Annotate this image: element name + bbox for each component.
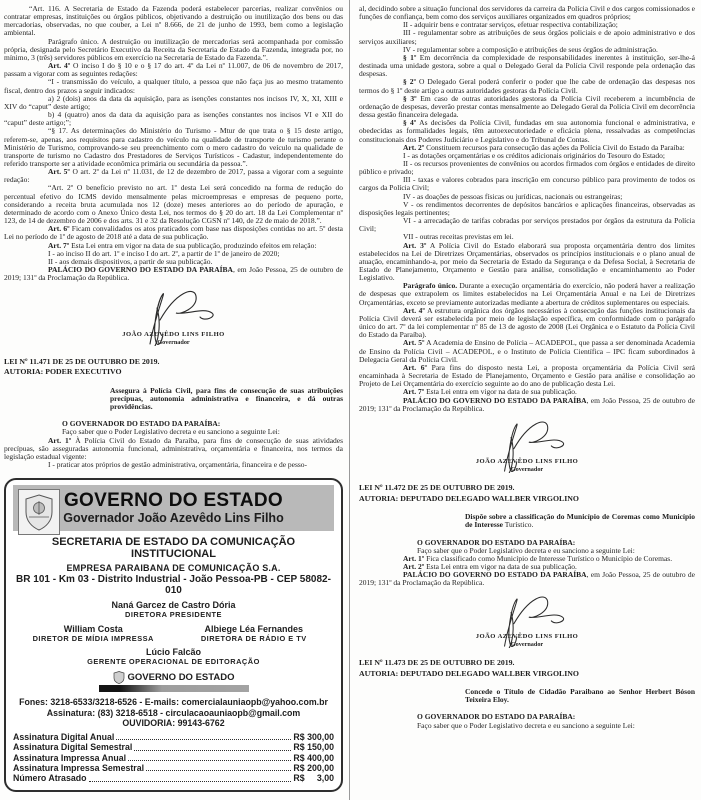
paragraph: PALÁCIO DO GOVERNO DO ESTADO DA PARAÍBA, em João Pessoa, 25 de outubro de 2019; 131º da Proclamação da República. <box>359 395 695 413</box>
paragraph: Concede o Título de Cidadão Paraibano ao Senhor Herbert Bóson Teixeira Eloy. <box>465 687 695 705</box>
paragraph: AUTORIA: PODER EXECUTIVO <box>4 367 122 377</box>
staff-role: GERENTE OPERACIONAL DE EDITORAÇÃO <box>87 657 260 667</box>
law-text-block <box>4 5 343 282</box>
paragraph: IV - as doações de pessoas físicas ou jurídicas, nacionais ou estrangeiras; <box>403 191 623 201</box>
staff-role: DIRETORA DE RÁDIO E TV <box>200 634 307 644</box>
paragraph: “§ 17. As determinações do Ministério do Turismo - Mtur de que trata o § 15 deste artigo, referem-se, apenas, aos requisitos para cadastro do veículo na qualidade de transporte de turismo perante o Ministério de Turismo, comprovando-se seu preenchimento com o mero cadastro do veículo na qualidade de transporte de turismo no Cadastro dos Prestadores de Serviços Turísticos - Cadastur, independentemente do referido transporte ser a atividade econômica primária ou secundária da pessoa.”. <box>4 126 343 168</box>
paragraph: Art. 1º Fica classificado como Município de Interesse Turístico o Município de Coremas. <box>403 553 673 563</box>
paragraph: b) 4 (quatro) anos da data da aquisição para as isenções constantes nos incisos VI e XII do “caput” deste artigo;”; <box>4 110 343 128</box>
paragraph: “Art. 116. A Secretaria de Estado da Fazenda poderá estabelecer parcerias, realizar convênios ou contratar empresas, instituições ou órgãos públicos, objetivando a destruição ou inutilização dos bens ou das mercadorias, observadas, no que couber, a Lei nº 8.666, de 21 de junho de 1993, bem como a legislação ambiental. <box>4 4 343 38</box>
staff-president <box>13 600 334 619</box>
paragraph: Art. 2º Constituem recursos para consecução das ações da Polícia Civil do Estado da Paraíba: <box>403 142 685 152</box>
paragraph: IV - regulamentar sobre a composição e atribuições de seus órgãos de administração. <box>403 44 658 54</box>
mini-crest-icon <box>113 671 125 684</box>
law-11471-block <box>4 357 343 469</box>
price-row: Assinatura Impressa Semestral R$ 200,00 <box>13 762 334 773</box>
paragraph: O GOVERNADOR DO ESTADO DA PARAÍBA: <box>417 712 576 722</box>
governor-title: Governador <box>157 339 190 347</box>
paragraph: PALÁCIO DO GOVERNO DO ESTADO DA PARAÍBA, em João Pessoa, 25 de outubro de 2019; 131º da Proclamação da República. <box>359 570 695 588</box>
logo-gradient-bar <box>99 685 249 692</box>
paragraph: al, decidindo sobre a situação funcional dos servidores da carreira da Polícia Civil e dos cargos comissionados e funções de confiança, bem como dos serviços auxiliares organizados em quadros próprios; <box>359 4 696 22</box>
paragraph: III - regulamentar sobre as atribuições de seus órgãos policiais e de apoio administrativo e dos serviços auxiliares; <box>359 28 695 46</box>
governor-title: Governador <box>510 640 544 648</box>
masthead-title: GOVERNO DO ESTADO <box>63 490 284 512</box>
left-column <box>4 5 343 792</box>
governor-name: JOÃO AZEVÊDO LINS FILHO <box>475 457 579 465</box>
price-row: Assinatura Impressa Anual R$ 400,00 <box>13 752 334 763</box>
paragraph: LEI Nº 11.472 DE 25 DE OUTUBRO DE 2019. <box>359 483 515 493</box>
staff-print-director <box>13 620 174 643</box>
staff-role: DIRETOR DE MÍDIA IMPRESSA <box>32 634 154 644</box>
price-row: Assinatura Digital Semestral R$ 150,00 <box>13 742 334 753</box>
staff-editor-manager <box>13 647 334 666</box>
paragraph: I - praticar atos próprios de gestão administrativa, orçamentária, financeira e de pesso- <box>48 460 308 470</box>
paragraph: Art. 3º A Polícia Civil do Estado elaborará sua proposta orçamentária dentro dos limites estabelecidos na Lei de Diretrizes Orçamentárias, observados os princípios institucionais e o plano anual de atuação, encaminhando-a, por meio da Secretaria de Estado da Segurança e da Defesa Social, à Secretaria de Estado de Planejamento, Orçamento e Gestão para análise, consolidação e encaminhamento ao Poder Legislativo. <box>359 240 696 283</box>
paragraph: Dispõe sobre a classificação do Município de Coremas como Município de Interesse Turístico. <box>465 512 695 530</box>
paragraph: Art. 4º O inciso I do § 10 e o § 17 do art. 4º da Lei nº 11.007, de 06 de novembro de 2017, passam a vigorar com as seguintes redações: <box>4 61 344 79</box>
paragraph: LEI Nº 11.471 DE 25 DE OUTUBRO DE 2019. <box>4 356 160 366</box>
masthead-box <box>4 478 343 792</box>
paragraph: a) 2 (dois) anos da data da aquisição, para as isenções constantes nos incisos IV, X, XI, XIII e XIV do “caput” deste artigo; <box>4 93 343 111</box>
paragraph: Art. 1º À Polícia Civil do Estado da Paraíba, para fins de consecução de suas atividades precípuas, são asseguradas autonomia funcional, administrativa, orçamentária e financeira, nos termos da legislação estadual vigente: <box>4 435 344 461</box>
paragraph: II - os recursos provenientes de convênios ou acordos firmados com órgãos e entidades de direito público e privado; <box>359 158 695 177</box>
staff-name: Albiege Léa Fernandes <box>204 624 304 635</box>
governor-name: JOÃO AZEVÊDO LINS FILHO <box>475 632 579 640</box>
paragraph: Faço saber que o Poder Legislativo decreta e eu sanciono a seguinte Lei: <box>62 427 280 437</box>
price-row: Assinatura Digital Anual R$ 300,00 <box>13 731 334 742</box>
government-mini-logo <box>13 671 334 684</box>
paragraph: Art. 7º Esta Lei entra em vigor na data de sua publicação. <box>403 387 577 397</box>
signature-block <box>359 590 695 649</box>
subscription-price-list <box>13 732 334 784</box>
paragraph: Faço saber que o Poder Legislativo decreta e eu sanciono a seguinte Lei: <box>417 720 635 730</box>
paragraph: Art. 7º Esta Lei entra em vigor na data de sua publicação, produzindo efeitos em relação: <box>48 240 317 250</box>
paragraph: Parágrafo único. Durante a execução orçamentária do exercício, não poderá haver a realização de despesas que extrapolem os limites estabelecidos na Lei Orçamentária Anual e na Lei de Diretrizes Orçamentárias, exceto se previamente autorizadas mediante a abertura de créditos suplementares ou especiais. <box>359 281 696 307</box>
paragraph: AUTORIA: DEPUTADO DELEGADO WALLBER VIRGOLINO <box>359 493 579 503</box>
paragraph: I - ao inciso II do art. 1º e inciso I do art. 2º, a partir de 1º de janeiro de 2020; <box>48 248 280 258</box>
staff-name: William Costa <box>63 624 123 635</box>
price-row: Número Atrasado R$ 3,00 <box>13 773 334 784</box>
signature-block <box>4 284 343 347</box>
contact-subscription: Assinatura: (83) 3218-6518 - circulacaoauniaopb@gmail.com <box>46 707 301 718</box>
law-11473-block <box>359 658 695 730</box>
paragraph: V - os rendimentos decorrentes de depósitos bancários e aplicações financeiras, observadas as disposições legais pertinentes; <box>359 199 695 217</box>
staff-row <box>13 620 334 643</box>
law-11471-continuation <box>359 5 695 413</box>
right-column <box>359 5 695 730</box>
masthead-banner <box>13 485 334 531</box>
paragraph: Art. 2º Esta Lei entra em vigor na data de sua publicação. <box>403 562 577 572</box>
paragraph: O GOVERNADOR DO ESTADO DA PARAÍBA: <box>62 419 221 429</box>
paragraph: Art. 4º A estrutura orgânica dos órgãos necessários à consecução das funções institucionais da Polícia Civil deverá ser estabelecida por meio de legislação específica, em conformidade com o parágrafo único do art. 7º da lei complementar nº 85 de 13 de agosto de 2008 (Lei Orgânica e o Estatuto da Polícia Civil do Estado da Paraíba). <box>359 305 695 340</box>
paragraph: O GOVERNADOR DO ESTADO DA PARAÍBA: <box>417 537 576 547</box>
contact-ombudsman: OUVIDORIA: 99143-6762 <box>122 718 225 729</box>
masthead-subtitle: Governador João Azevêdo Lins Filho <box>63 511 284 526</box>
paragraph: Art. 6º Ficam convalidados os atos praticados com base nas disposições contidas no art. 5º desta Lei no período de 1º de agosto de 2018 até a data de sua publicação. <box>4 224 344 242</box>
paragraph: II - aos demais dispositivos, a partir de sua publicação. <box>48 256 213 266</box>
staff-role: DIRETORA PRESIDENTE <box>125 610 222 620</box>
paragraph: VI - a arrecadação de tarifas cobradas por serviços prestados por órgãos da estrutura da Polícia Civil; <box>359 216 695 234</box>
signature-block <box>359 415 695 474</box>
paragraph: Parágrafo único. A destruição ou inutilização de mercadorias será acompanhada por comissão própria, designada pelo Secretário Executivo da Receita da Secretaria de Estado da Fazenda, integrada por, no mínimo, 3 (três) servidores públicos em exercício na Secretaria de Estado da Fazenda.”. <box>4 36 343 62</box>
paragraph: Faço saber que o Poder Legislativo decreta e eu sanciono a seguinte Lei: <box>417 545 635 555</box>
mini-logo-label: GOVERNO DO ESTADO <box>127 672 235 684</box>
secretariat-name: SECRETARIA DE ESTADO DA COMUNICAÇÃO INSTITUCIONAL <box>51 536 296 561</box>
staff-name: Naná Garcez de Castro Dória <box>111 600 236 611</box>
law-11472-block <box>359 483 695 587</box>
paragraph: “I - transmissão do veículo, a qualquer título, a pessoa que não faça jus ao mesmo tratamento fiscal, dentro dos prazos a seguir indicados: <box>4 77 343 95</box>
paragraph: “Art. 2º O benefício previsto no art. 1º desta Lei será concedido na forma de redução do percentual efetivo do ICMS devido mensalmente pelas microempresas e empresas de pequeno porte, considerando a receita bruta acumulada nos 12 (doze) meses anteriores ao do período de apuração, e determinado de acordo com o Anexo Único desta Lei, nos termos do § 20 do art. 18 da Lei Complementar nº 123, de 14 de dezembro de 2006 e dos arts. 31 e 32 da Resolução CGSN nº 140, de 22 de maio de 2018.”. <box>4 183 343 226</box>
paragraph: VII - outras receitas previstas em lei. <box>403 232 514 242</box>
paragraph: § 4º As decisões da Polícia Civil, fundadas em sua autonomia funcional e administrativa, e obedecidas as formalidades legais, têm autoexecutoriedade e eficácia plena, ressalvadas as competências constitucionais dos Poderes Judiciário e Legislativo e do Tribunal de Contas. <box>359 118 695 144</box>
paragraph: PALÁCIO DO GOVERNO DO ESTADO DA PARAÍBA, em João Pessoa, 25 de outubro de 2019; 131º da Proclamação da República. <box>4 265 343 283</box>
paragraph: Art. 6º Para fins do disposto nesta Lei, a proposta orçamentária da Polícia Civil será encaminhada à Secretaria de Estado de Planejamento, Orçamento e Gestão para análise e consolidação ao Projeto de Lei Orçamentária do exercício seguinte ao do ano de publicação desta Lei. <box>359 362 696 389</box>
company-address: BR 101 - Km 03 - Distrito Industrial - João Pessoa-PB - CEP 58082-010 <box>16 574 331 597</box>
paragraph: I - as dotações orçamentárias e os créditos adicionais originários do Tesouro do Estado; <box>403 150 665 160</box>
paragraph: Art. 5º O art. 2º da Lei nº 11.031, de 12 de dezembro de 2017, passa a vigorar com a seguinte redação: <box>4 167 344 185</box>
governor-title: Governador <box>510 465 544 473</box>
paragraph: II - adquirir bens e contratar serviços, efetuar respectiva contabilização; <box>403 20 618 30</box>
staff-name: Lúcio Falcão <box>145 647 201 658</box>
paragraph: § 1º Em decorrência da complexidade de responsabilidades inerentes à instituição, ser-lhe-á destinada uma unidade gestora, sobre a qual o Delegado Geral da Polícia Civil responde pela ordenação das despesas. <box>359 52 695 79</box>
paragraph: Assegura à Polícia Civil, para fins de consecução de suas atribuições precípuas, autonomia administrativa e financeira, e dá outras providências. <box>110 385 343 412</box>
paragraph: § 2º O Delegado Geral poderá conferir o poder que lhe cabe de ordenação das despesas nos termos do § 1º deste artigo a outras autoridades gestoras da Polícia Civil. <box>359 77 695 95</box>
paragraph: AUTORIA: DEPUTADO DELEGADO WALLBER VIRGOLINO <box>359 668 579 678</box>
paragraph: Art. 5º A Academia de Ensino de Polícia – ACADEPOL, que passa a ser denominada Academia de Ensino da Polícia Civil – ACADEPOL, e o Instituto de Polícia Científica – IPC ficam subordinados à Delegacia Geral da Polícia Civil. <box>359 338 696 364</box>
paragraph: LEI Nº 11.473 DE 25 DE OUTUBRO DE 2019. <box>359 658 515 668</box>
paragraph: III - taxas e valores cobrados para inscrição em concurso público para provimento de todos os cargos da Polícia Civil; <box>359 175 695 193</box>
contact-phones: Fones: 3218-6533/3218-6526 - E-mails: comercialauniaopb@yahoo.com.br <box>19 697 328 708</box>
column-divider <box>349 0 350 800</box>
governor-name: JOÃO AZEVÊDO LINS FILHO <box>122 331 225 339</box>
state-crest-icon <box>18 489 60 535</box>
company-name: EMPRESA PARAIBANA DE COMUNICAÇÃO S.A. <box>66 563 281 574</box>
paragraph: § 3º Em caso de outras autoridades gestoras da Polícia Civil receberem a incumbência de ordenação de despesas, deverão prestar contas mensalmente ao Delegado Geral da Polícia Civil em decorrência dessa gestão financeira delegada. <box>359 93 695 120</box>
staff-radio-tv-director <box>174 620 335 643</box>
